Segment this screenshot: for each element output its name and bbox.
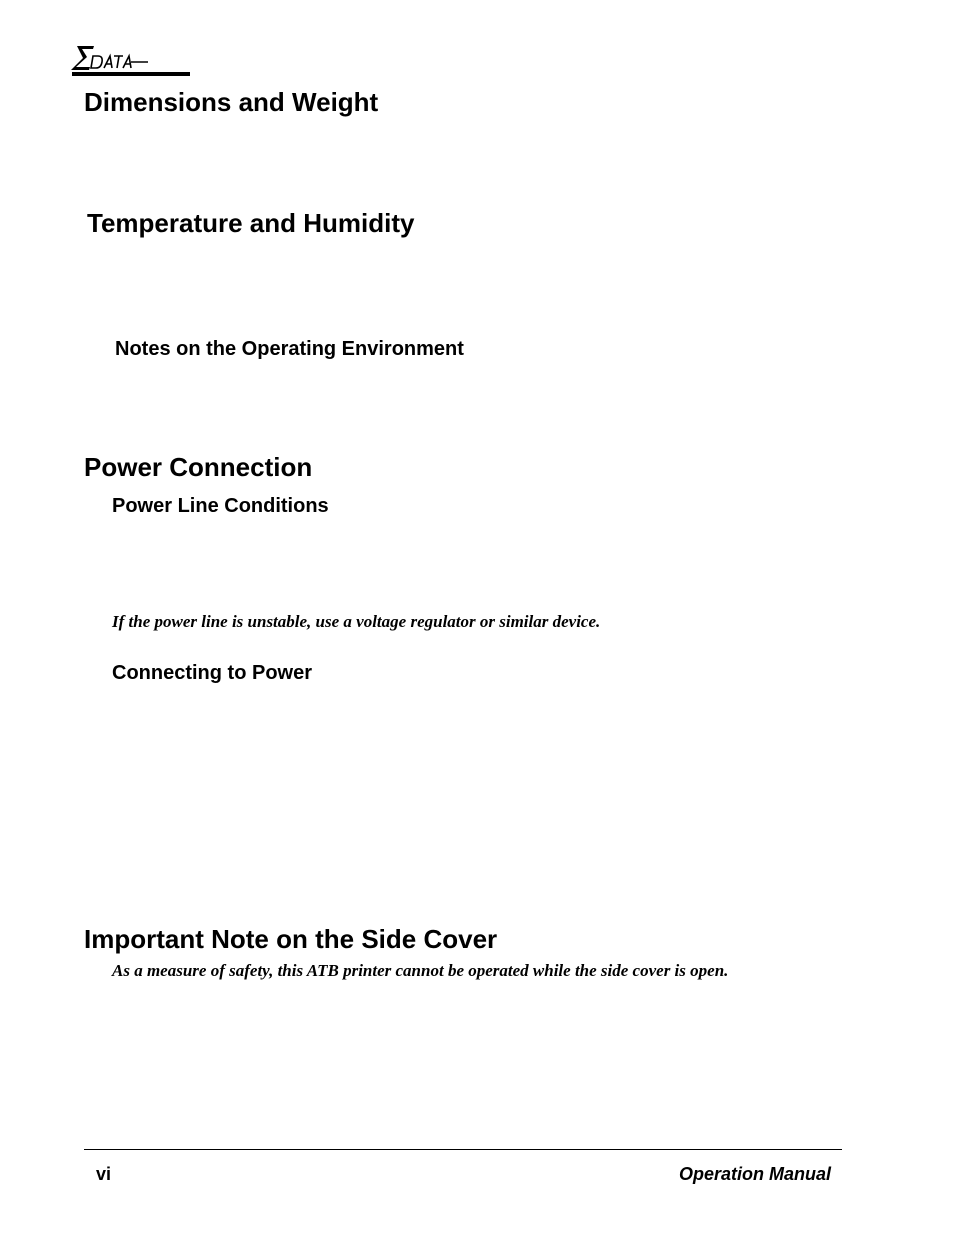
manual-title: Operation Manual	[678, 1164, 831, 1184]
section-title-power-connection: Power Connection	[84, 452, 313, 482]
subsection-title-operating-environment: Notes on the Operating Environment	[115, 338, 464, 360]
section-title-temperature-humidity: Temperature and Humidity	[87, 208, 415, 238]
footer-divider	[84, 1149, 842, 1150]
subsection-title-power-line-conditions: Power Line Conditions	[112, 495, 329, 517]
section-title-side-cover: Important Note on the Side Cover	[84, 924, 498, 954]
subsection-title-connecting-to-power: Connecting to Power	[112, 662, 312, 684]
section-title-dimensions-weight: Dimensions and Weight	[84, 87, 379, 117]
side-cover-note: As a measure of safety, this ATB printer cannot be operated while the side cover is open.	[112, 961, 729, 980]
sigma-data-logo-icon	[68, 42, 192, 78]
power-line-note: If the power line is unstable, use a voltage regulator or similar device.	[112, 612, 601, 631]
page-number: vi	[96, 1164, 112, 1184]
